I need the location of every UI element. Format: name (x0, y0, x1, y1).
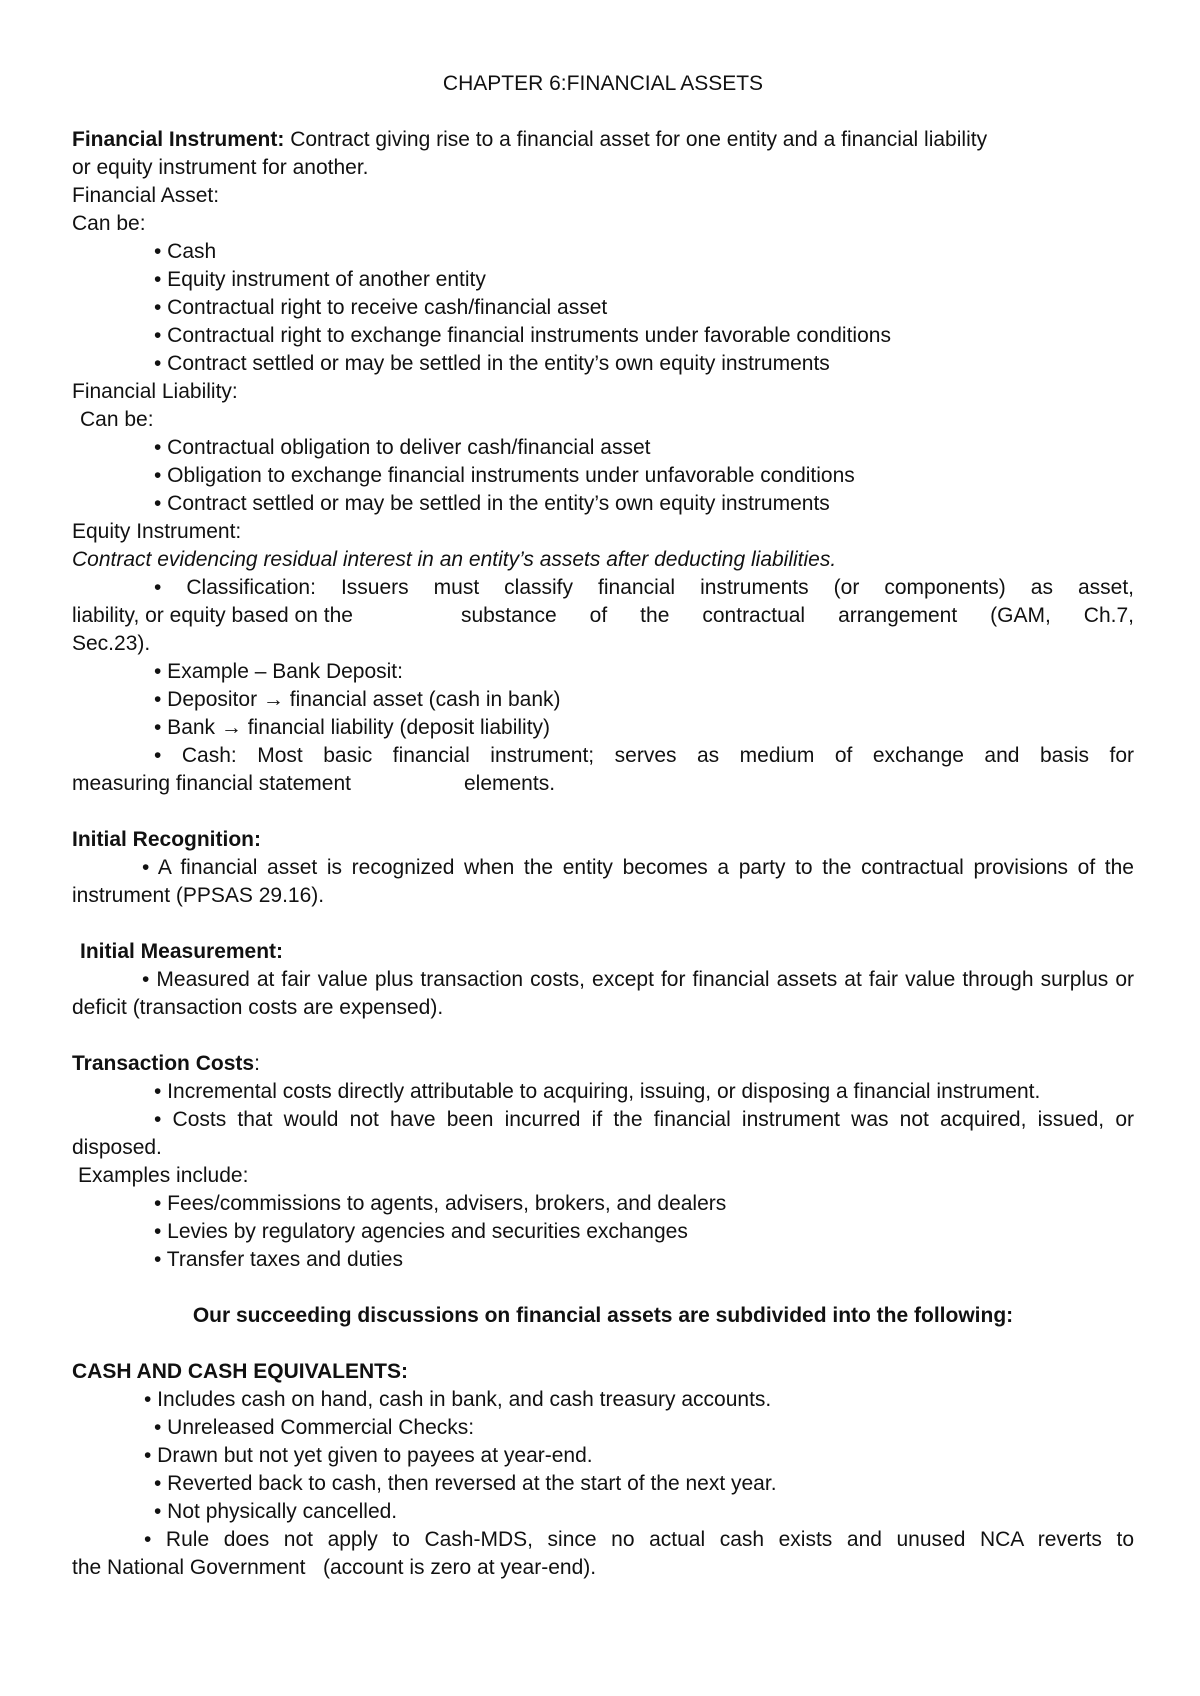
chapter-title: CHAPTER 6:FINANCIAL ASSETS (442, 72, 764, 95)
classification-line: • Classification: Issuers must classify financial instruments (or components) as asset, (154, 576, 1134, 599)
financial-liability-heading: Financial Liability: (72, 380, 238, 403)
initial-measurement-heading: Initial Measurement: (80, 940, 284, 963)
list-item: • Obligation to exchange financial instruments under unfavorable conditions (154, 464, 855, 487)
list-item: • Fees/commissions to agents, advisers, brokers, and dealers (154, 1192, 727, 1215)
financial-instrument-text: Contract giving rise to a financial asset for one entity and a financial liability (284, 128, 988, 151)
list-item: • Contractual right to exchange financial instruments under favorable conditions (154, 324, 891, 347)
financial-instrument-label: Financial Instrument: (72, 128, 285, 151)
financial-liability-canbe: Can be: (80, 408, 154, 431)
list-item: • Contractual right to receive cash/financial asset (154, 296, 608, 319)
classification-line-2 (72, 602, 1134, 630)
examples-heading: Examples include: (78, 1164, 249, 1187)
transaction-costs-heading: Transaction Costs (72, 1052, 255, 1075)
classification-line-3: Sec.23). (72, 632, 151, 655)
rule-line-2: the National Government (account is zero at year-end). (72, 1556, 597, 1579)
list-item: • Includes cash on hand, cash in bank, and cash treasury accounts. (144, 1388, 772, 1411)
transaction-costs-colon: : (254, 1052, 260, 1075)
list-item: • Contract settled or may be settled in the entity’s own equity instruments (154, 352, 830, 375)
initial-recognition-text: • A financial asset is recognized when the entity becomes a party to the contractual provisions of the instrument (PPSAS 29.16). (72, 856, 1134, 907)
financial-asset-canbe: Can be: (72, 212, 146, 235)
list-item: • Unreleased Commercial Checks: (154, 1416, 475, 1439)
initial-measurement-text: • Measured at fair value plus transaction costs, except for financial assets at fair value through surplus or deficit (transaction costs are expensed). (72, 968, 1134, 1019)
list-item: • Cash (154, 240, 217, 263)
example-heading: • Example – Bank Deposit: (154, 660, 403, 683)
cash-definition-line: • Cash: Most basic financial instrument; serves as medium of exchange and basis for (154, 744, 1134, 767)
initial-recognition-heading: Initial Recognition: (72, 828, 261, 851)
cash-equivalents-heading: CASH AND CASH EQUIVALENTS: (72, 1360, 409, 1383)
transaction-costs-p1: • Incremental costs directly attributable to acquiring, issuing, or disposing a financial instrument. (154, 1080, 1041, 1103)
cash-definition-line-2 (72, 770, 1134, 798)
financial-instrument-text-cont: or equity instrument for another. (72, 156, 369, 179)
list-item: • Transfer taxes and duties (154, 1248, 403, 1271)
financial-asset-heading: Financial Asset: (72, 184, 220, 207)
list-item: • Not physically cancelled. (154, 1500, 398, 1523)
classification-text-a: liability, or equity based on the (72, 604, 353, 627)
list-item: • Bank → financial liability (deposit liability) (154, 716, 551, 739)
succeeding-discussions: Our succeeding discussions on financial assets are subdivided into the following: (192, 1304, 1014, 1327)
list-item: • Contractual obligation to deliver cash/financial asset (154, 436, 651, 459)
financial-instrument-line (72, 126, 1134, 154)
list-item: • Equity instrument of another entity (154, 268, 486, 291)
cash-definition-text-b: elements. (463, 772, 556, 795)
cash-definition-text-a: measuring financial statement (72, 772, 351, 795)
equity-instrument-definition: Contract evidencing residual interest in an entity’s assets after deducting liabilities. (72, 548, 837, 571)
list-item: • Depositor → financial asset (cash in bank) (154, 688, 561, 711)
rule-line: • Rule does not apply to Cash-MDS, since no actual cash exists and unused NCA reverts to (144, 1528, 1134, 1551)
transaction-costs-p2: • Costs that would not have been incurred if the financial instrument was not acquired, issued, or disposed. (72, 1108, 1134, 1159)
list-item: • Drawn but not yet given to payees at year-end. (144, 1444, 593, 1467)
list-item: • Contract settled or may be settled in the entity’s own equity instruments (154, 492, 830, 515)
transaction-costs-line (72, 1050, 1134, 1078)
equity-instrument-heading: Equity Instrument: (72, 520, 242, 543)
classification-text-b: substance of the contractual arrangement (GAM, Ch.7, (460, 604, 1134, 627)
list-item: • Levies by regulatory agencies and securities exchanges (154, 1220, 688, 1243)
list-item: • Reverted back to cash, then reversed at the start of the next year. (154, 1472, 777, 1495)
